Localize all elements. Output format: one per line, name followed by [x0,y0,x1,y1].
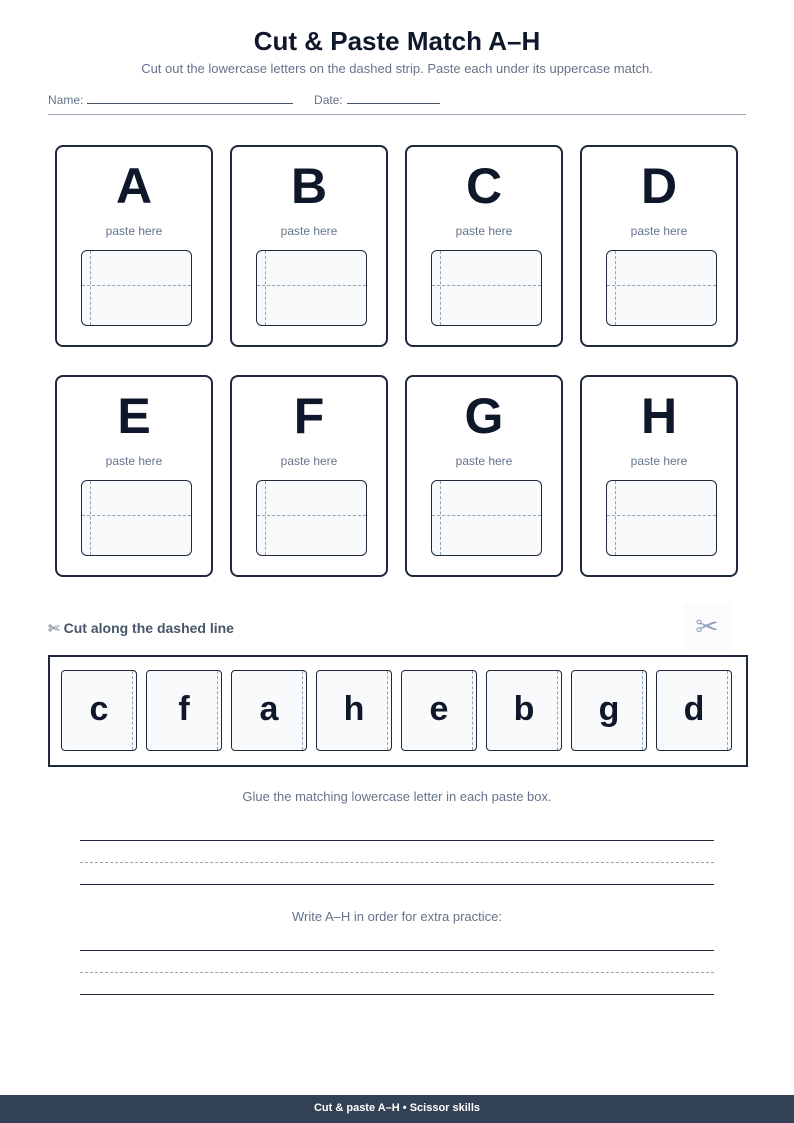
date-line[interactable] [347,92,440,104]
page-title: Cut & Paste Match A–H [253,26,541,56]
cutout-tile[interactable] [656,670,732,751]
paste-box[interactable] [431,480,542,556]
writing-line-mid [80,862,714,863]
paste-label: paste here [630,454,688,468]
page-subtitle: Cut out the lowercase letters on the dashed strip. Paste each under its uppercase match. [141,61,653,76]
cutout-tile[interactable] [486,670,562,751]
writing-line-top[interactable] [80,950,714,951]
paste-label: paste here [105,454,163,468]
paste-label: paste here [630,224,688,238]
writing-line-mid [80,972,714,973]
student-fields [48,92,440,107]
uppercase-letter: C [465,158,503,214]
letter-card-b [230,145,388,347]
lowercase-letter: c [89,690,109,728]
cutout-tile[interactable] [61,670,137,751]
letter-card-d [580,145,738,347]
cutout-tile[interactable] [401,670,477,751]
letter-card-a [55,145,213,347]
paste-box[interactable] [81,250,192,326]
cut-label-text: Cut along the dashed line [63,620,234,636]
cutout-tile[interactable] [146,670,222,751]
letter-card-g [405,375,563,577]
lowercase-letter: e [429,690,449,728]
uppercase-letter: E [117,388,151,444]
cutout-tile[interactable] [231,670,307,751]
paste-label: paste here [455,454,513,468]
lowercase-letter: d [683,690,705,728]
paste-box[interactable] [81,480,192,556]
uppercase-letter: G [464,388,504,444]
lowercase-letter: f [178,690,190,728]
uppercase-letter: F [293,388,325,444]
paste-box[interactable] [431,250,542,326]
uppercase-letter: A [115,158,153,214]
paste-box[interactable] [256,480,367,556]
scissors-icon: ✂ [683,603,731,651]
paste-label: paste here [280,454,338,468]
writing-line-top[interactable] [80,840,714,841]
name-line[interactable] [87,92,293,104]
name-label: Name: [48,93,84,107]
glue-instruction: Glue the matching lowercase letter in each paste box. [242,789,552,804]
lowercase-letter: h [343,690,365,728]
scissors-icon: ✄ [48,620,60,636]
letter-card-c [405,145,563,347]
letter-card-e [55,375,213,577]
letter-card-f [230,375,388,577]
lowercase-letter: a [259,690,279,728]
cut-instruction [48,620,234,637]
lowercase-letter: b [513,690,535,728]
paste-label: paste here [455,224,513,238]
date-label: Date: [314,93,343,107]
cut-strip [48,655,748,767]
cutout-tile[interactable] [316,670,392,751]
writing-line-base[interactable] [80,884,714,885]
writing-line-base[interactable] [80,994,714,995]
paste-box[interactable] [256,250,367,326]
practice-instruction: Write A–H in order for extra practice: [291,909,502,924]
paste-box[interactable] [606,250,717,326]
uppercase-letter: B [290,158,328,214]
uppercase-letter: D [640,158,678,214]
paste-label: paste here [280,224,338,238]
paste-box[interactable] [606,480,717,556]
cutout-tile[interactable] [571,670,647,751]
letter-card-h [580,375,738,577]
paste-label: paste here [105,224,163,238]
lowercase-letter: g [598,690,620,728]
page-footer: Cut & paste A–H • Scissor skills [0,1095,794,1123]
uppercase-letter: H [640,388,678,444]
header-divider [48,114,746,115]
